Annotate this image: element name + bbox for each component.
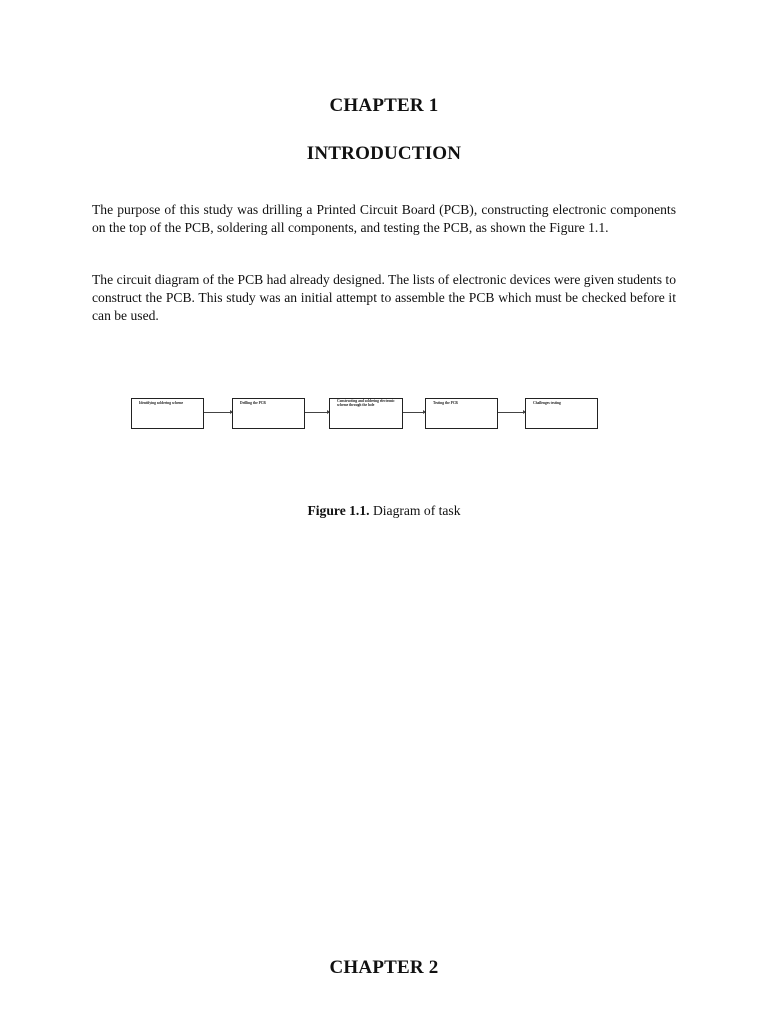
diagram-box-challenges: Challenges testing	[525, 398, 598, 429]
paragraph-circuit-diagram: The circuit diagram of the PCB had already designed. The lists of electronic devices were given students to construct the PCB. This study was an initial attempt to assemble the PCB which must be checked before it can be used.	[92, 272, 676, 323]
diagram-arrow-3	[403, 412, 425, 413]
diagram-arrow-4	[498, 412, 525, 413]
figure-caption	[0, 503, 768, 519]
diagram-box-testing: Testing the PCB	[425, 398, 498, 429]
task-diagram	[120, 390, 610, 440]
chapter-2-heading: CHAPTER 2	[329, 957, 439, 978]
figure-caption-label: Figure 1.1.	[307, 503, 370, 518]
diagram-box-identifying: Identifying soldering scheme	[131, 398, 204, 429]
introduction-heading: INTRODUCTION	[306, 143, 462, 164]
chapter-1-heading: CHAPTER 1	[329, 95, 439, 116]
diagram-arrow-2	[305, 412, 329, 413]
diagram-arrow-1	[204, 412, 232, 413]
figure-caption-text: Diagram of task	[372, 503, 461, 518]
paragraph-purpose: The purpose of this study was drilling a Printed Circuit Board (PCB), constructing electronic components on the top of the PCB, soldering all components, and testing the PCB, as shown the Figure 1.1.	[92, 202, 676, 235]
diagram-box-drilling: Drilling the PCB	[232, 398, 305, 429]
diagram-box-constructing: Constructing and soldering electronic scheme through the hole	[329, 398, 403, 429]
